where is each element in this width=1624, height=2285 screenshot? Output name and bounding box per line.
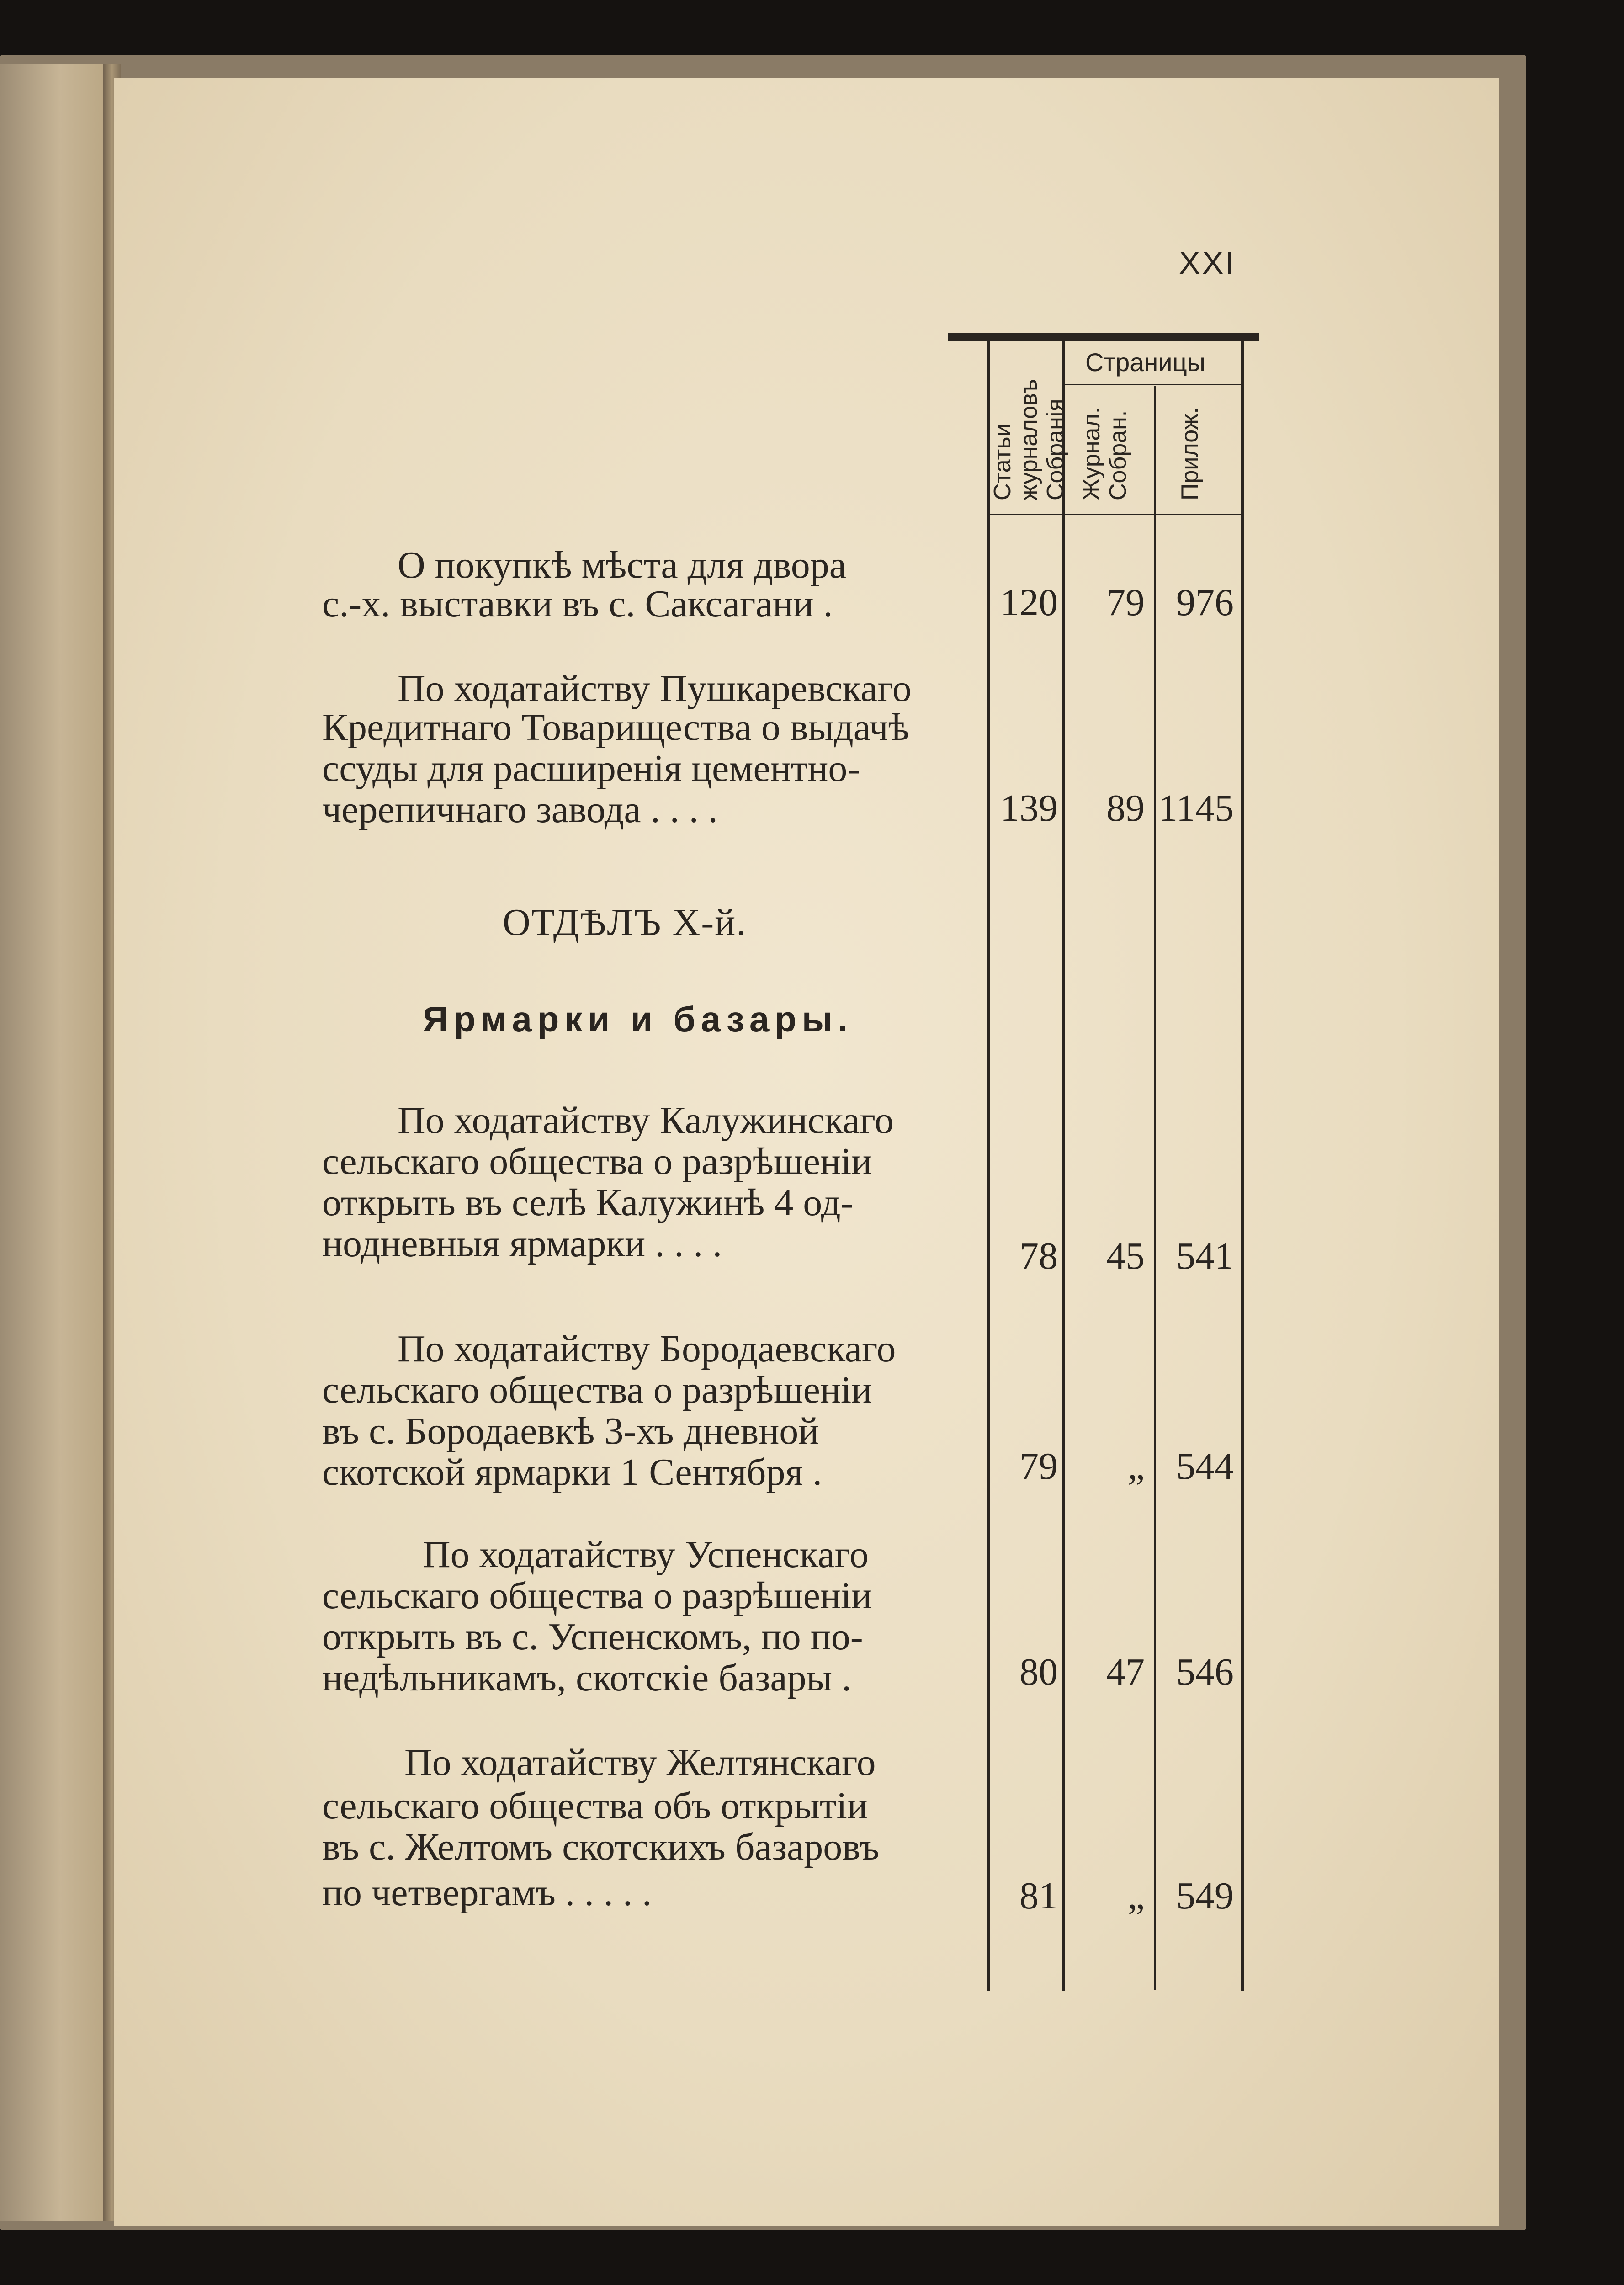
entry-text-line: сельскаго общества о разрѣшеніи bbox=[322, 1574, 872, 1617]
entry-text-line: О покупкѣ мѣста для двора bbox=[398, 544, 847, 586]
column-header-appendix bbox=[1177, 407, 1203, 500]
journal-page: „ bbox=[1127, 1875, 1145, 1917]
column-header-line: Собранія bbox=[1042, 399, 1069, 500]
section-title: ОТДѢЛЪ X-й. bbox=[503, 901, 747, 944]
entry-text-line: сельскаго общества объ открытіи bbox=[322, 1785, 868, 1827]
article-number: 139 bbox=[1000, 787, 1058, 829]
table-top-rule bbox=[948, 333, 1259, 341]
entry-text-line: По ходатайству Калужинскаго bbox=[398, 1099, 894, 1142]
entry-text-line: По ходатайству Бородаевскаго bbox=[398, 1328, 896, 1370]
column-header-line: журналовъ bbox=[1016, 379, 1042, 500]
entry-text-line: открыть въ селѣ Калужинѣ 4 од- bbox=[322, 1181, 854, 1224]
appendix-page: 549 bbox=[1176, 1875, 1234, 1917]
entry-text-line: по четвергамъ . . . . . bbox=[322, 1871, 652, 1914]
entry-text-line: сельскаго общества о разрѣшеніи bbox=[322, 1369, 872, 1411]
entry-text-line: скотской ярмарки 1 Сентября . bbox=[322, 1451, 823, 1493]
journal-page: „ bbox=[1127, 1445, 1145, 1488]
header-bottom-rule bbox=[990, 514, 1241, 515]
appendix-page: 1145 bbox=[1158, 787, 1234, 829]
appendix-page: 976 bbox=[1176, 581, 1234, 624]
column-group-header: Страницы bbox=[1085, 348, 1205, 377]
article-number: 80 bbox=[1019, 1651, 1058, 1693]
entry-text-line: ссуды для расширенія цементно- bbox=[322, 747, 860, 790]
column-rule-2 bbox=[1154, 386, 1156, 1990]
journal-page: 47 bbox=[1106, 1651, 1145, 1693]
article-number: 81 bbox=[1019, 1875, 1058, 1917]
entry-text-line: открыть въ с. Успенскомъ, по по- bbox=[322, 1615, 863, 1658]
left-page-edge bbox=[0, 64, 110, 2221]
journal-page: 79 bbox=[1106, 581, 1145, 624]
column-header-line: Журнал. bbox=[1078, 407, 1105, 500]
entry-text-line: с.-х. выставки въ с. Саксагани . bbox=[322, 583, 833, 625]
page-number: XXI bbox=[1179, 245, 1236, 281]
journal-page: 89 bbox=[1106, 787, 1145, 829]
journal-page: 45 bbox=[1106, 1235, 1145, 1277]
entry-text-line: недѣльникамъ, скотскіе базары . bbox=[322, 1657, 852, 1699]
article-number: 120 bbox=[1000, 581, 1058, 624]
article-number: 79 bbox=[1019, 1445, 1058, 1488]
entry-text-line: Кредитнаго Товарищества о выдачѣ bbox=[322, 706, 909, 749]
entry-text-line: сельскаго общества о разрѣшеніи bbox=[322, 1140, 872, 1183]
entry-text-line: По ходатайству Желтянскаго bbox=[404, 1741, 876, 1784]
column-rule-right bbox=[1241, 341, 1244, 1991]
entry-text-line: По ходатайству Успенскаго bbox=[423, 1533, 869, 1576]
column-header-line: Статьи bbox=[989, 423, 1016, 500]
column-header-line: Собран. bbox=[1105, 410, 1131, 500]
appendix-page: 546 bbox=[1176, 1651, 1234, 1693]
entry-text-line: нодневныя ярмарки . . . . bbox=[322, 1222, 722, 1265]
appendix-page: 541 bbox=[1176, 1235, 1234, 1277]
section-subtitle: Ярмарки и базары. bbox=[423, 999, 854, 1039]
entry-text-line: По ходатайству Пушкаревскаго bbox=[398, 667, 912, 710]
appendix-page: 544 bbox=[1176, 1445, 1234, 1488]
column-header-articles bbox=[989, 379, 1069, 500]
article-number: 78 bbox=[1019, 1235, 1058, 1277]
column-header-journal bbox=[1078, 407, 1131, 500]
group-header-rule bbox=[1065, 384, 1241, 385]
entry-text-line: въ с. Бородаевкѣ 3-хъ дневной bbox=[322, 1410, 819, 1452]
entry-text-line: въ с. Желтомъ скотскихъ базаровъ bbox=[322, 1826, 880, 1868]
column-header-line: Прилож. bbox=[1177, 407, 1203, 500]
entry-text-line: черепичнаго завода . . . . bbox=[322, 788, 718, 831]
